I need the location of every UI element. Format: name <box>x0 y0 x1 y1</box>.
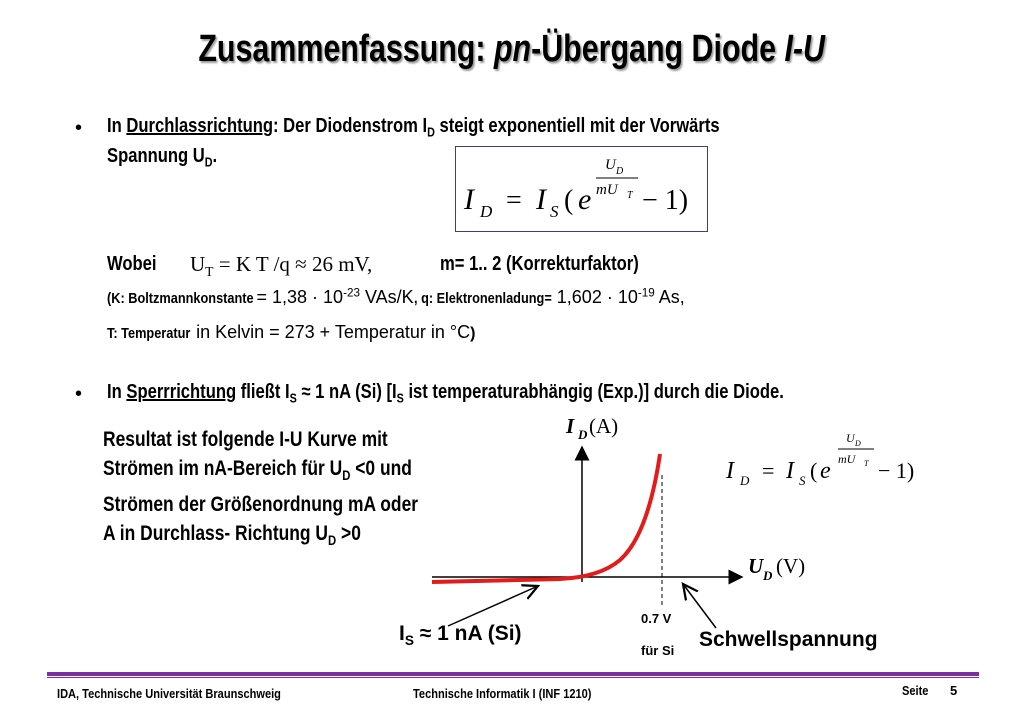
title-text: Zusammenfassung: <box>198 28 495 70</box>
x-axis-label-sub: D <box>763 568 773 583</box>
svg-text:mU: mU <box>838 452 856 466</box>
boltzmann-line: (K: Boltzmannkonstante = $1,38 \cdot 10^{-23}$ VAs/K, q: Elektronenladung= $1,602 \cdot 10^{-19}$ As, <box>107 287 685 308</box>
footer-course: Technische Informatik I (INF 1210) <box>413 686 592 701</box>
sperrrichtung-term: Sperrrichtung <box>126 381 237 403</box>
title-italic-pn: pn <box>494 28 532 70</box>
eq-exp-den: mU <box>596 182 618 198</box>
eq-is-sub: S <box>550 202 559 221</box>
eq-lhs-sub: D <box>480 202 493 221</box>
svg-text:T: T <box>864 459 869 468</box>
y-axis-unit: (A) <box>589 414 619 438</box>
footer-divider <box>47 672 979 676</box>
chart-equation <box>725 431 914 488</box>
x-axis-unit: (V) <box>776 554 806 578</box>
svg-text:e: e <box>820 458 831 484</box>
description-line-2: Strömen im nA-Bereich für $U_D <0$ und <box>103 457 412 483</box>
svg-text:=: = <box>762 458 775 483</box>
x-axis-label-u: U <box>748 554 764 578</box>
is-pointer-arrow <box>448 586 538 626</box>
eq-lhs-i: I <box>464 183 474 216</box>
threshold-for-si-label: für Si <box>641 643 675 658</box>
diode-curve <box>432 454 660 582</box>
svg-text:D: D <box>740 473 750 488</box>
is-label: $I_S \approx 1$ nA (Si) <box>399 622 522 648</box>
eq-is-i: I <box>536 183 546 216</box>
wobei-label: Wobei <box>107 253 157 275</box>
schwellspannung-label: Schwellspannung <box>699 628 878 651</box>
description-line-1: Resultat ist folgende I-U Kurve mit <box>103 428 388 451</box>
ut-expression: $U_T = K$ T /q ≈ 26 mV, <box>190 252 373 279</box>
svg-text:U: U <box>846 431 855 445</box>
svg-text:S: S <box>799 473 806 488</box>
bullet-1-line-1: In Durchlassrichtung: Der Diodenstrom $I_D$ steigt exponentiell mit der Vorwärts <box>107 115 720 140</box>
svg-text:I: I <box>726 458 734 484</box>
svg-text:D: D <box>855 439 861 448</box>
durchlassrichtung-term: Durchlassrichtung <box>126 115 274 137</box>
footer-page-label: Seite <box>902 683 929 698</box>
bullet-2-line: In Sperrrichtung fließt $I_S \approx 1$ nA (Si) [$I_S$ ist temperaturabhängig (Exp.)] durch die Diode. <box>107 381 784 406</box>
eq-open-paren: ( <box>564 185 574 216</box>
eq-equals: = <box>506 185 522 216</box>
svg-text:(: ( <box>810 458 818 483</box>
eq-exp-den-sub: T <box>627 190 633 201</box>
temperature-line: T: Temperatur in Kelvin = 273 + Temperatur in °C) <box>107 322 476 342</box>
threshold-pointer-arrow <box>683 584 716 628</box>
title-italic-iu: I-U <box>784 28 826 70</box>
svg-text:I: I <box>786 458 794 484</box>
m-factor-text: m= 1.. 2 (Korrekturfaktor) <box>440 253 639 275</box>
description-line-3: Strömen der Größenordnung mA oder <box>103 492 419 516</box>
footer-divider-thin <box>47 677 979 678</box>
description-line-4: A in Durchlass- Richtung $U_D >0$ <box>103 521 361 548</box>
title-text-middle: -Übergang Diode <box>531 28 785 70</box>
y-axis-label-i: I <box>566 414 575 438</box>
eq-exp-num: U <box>605 157 616 173</box>
bullet-marker-1: • <box>75 117 83 139</box>
eq-exp-num-sub: D <box>616 166 624 177</box>
svg-text:− 1): − 1) <box>878 458 915 483</box>
y-axis-label-sub: D <box>578 427 588 442</box>
bullet-marker-2: • <box>75 383 83 405</box>
threshold-value-label: 0.7 V <box>641 611 672 626</box>
footer-page-number: 5 <box>950 683 958 698</box>
bullet-1-line-2: Spannung $U_D$. <box>107 145 218 170</box>
eq-minus-one: − 1) <box>642 185 689 216</box>
eq-e: e <box>578 183 592 216</box>
footer-institution: IDA, Technische Universität Braunschweig <box>57 686 281 701</box>
